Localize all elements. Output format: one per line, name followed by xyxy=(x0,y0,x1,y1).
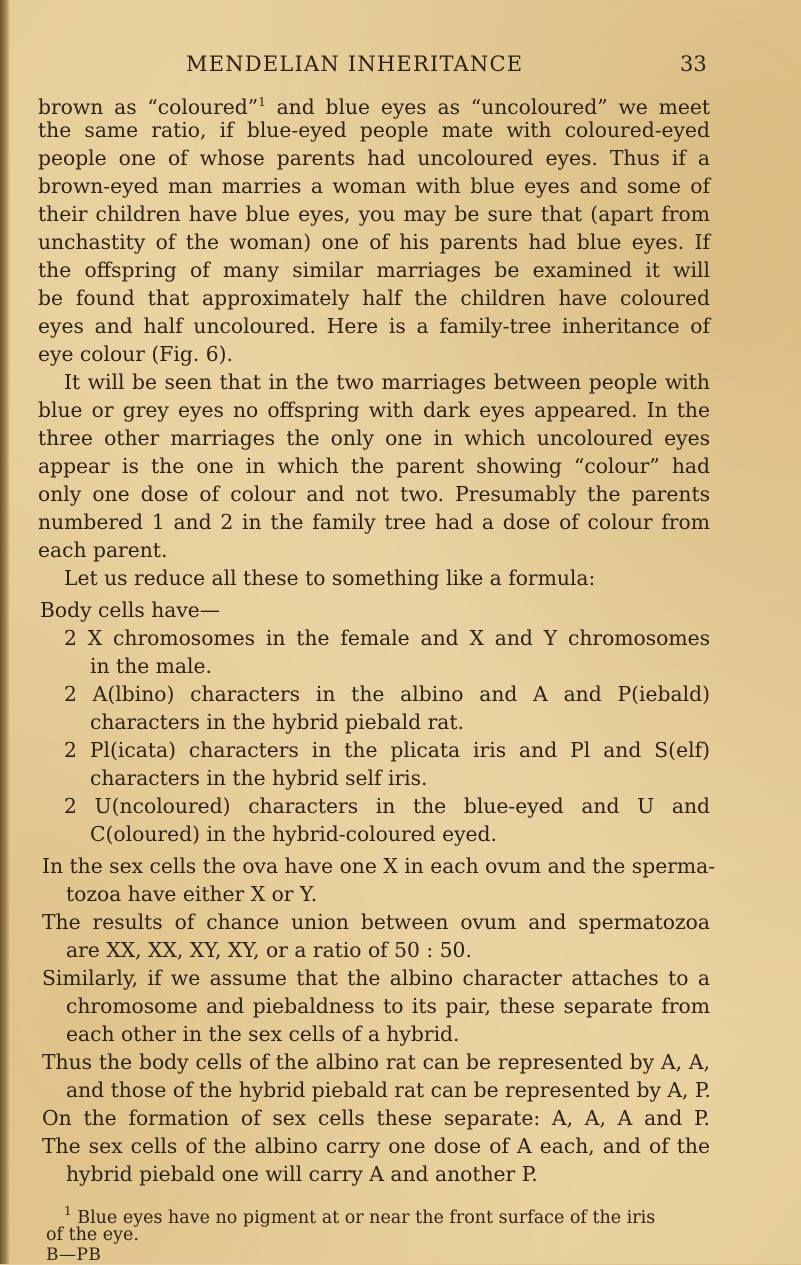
text-line: numbered 1 and 2 in the family tree had a dose of colour from xyxy=(38,510,710,534)
statement-line: On the formation of sex cells these separate: A, A, A and P. xyxy=(42,1106,710,1130)
list-item-continuation: in the male. xyxy=(90,654,212,678)
text-line: only one dose of colour and not two. Presumably the parents xyxy=(38,482,710,506)
list-item-continuation: characters in the hybrid piebald rat. xyxy=(90,710,464,734)
footnote-continuation: of the eye. xyxy=(46,1225,139,1245)
statement-line: The sex cells of the albino carry one dose of A each, and of the xyxy=(42,1134,710,1158)
footnote: $^1$ Blue eyes have no pigment at or near the front surface of the iris xyxy=(64,1204,656,1228)
footnote-marker: 1 xyxy=(64,1204,72,1218)
text-line: Let us reduce all these to something like a formula: xyxy=(64,566,596,590)
statement-continuation: each other in the sex cells of a hybrid. xyxy=(66,1022,460,1046)
footnote-ref: 1 xyxy=(258,95,266,109)
text-line: their children have blue eyes, you may be sure that (apart from xyxy=(38,202,710,226)
text-line: It will be seen that in the two marriages between people with xyxy=(64,370,710,394)
text-line: unchastity of the woman) one of his parents had blue eyes. If xyxy=(38,230,710,254)
text-line: the same ratio, if blue-eyed people mate with coloured-eyed xyxy=(38,118,710,142)
signature-mark: B—PB xyxy=(46,1245,102,1265)
list-item-continuation: C(oloured) in the hybrid-coloured eyed. xyxy=(90,822,497,846)
text-line: the offspring of many similar marriages be examined it will xyxy=(38,258,710,282)
text-line: brown as “coloured”$^1$ and blue eyes as “uncoloured” we meet xyxy=(38,95,710,119)
text-line: eyes and half uncoloured. Here is a family-tree inheritance of xyxy=(38,314,710,338)
text-line: people one of whose parents had uncoloured eyes. Thus if a xyxy=(38,146,710,170)
statement-continuation: hybrid piebald one will carry A and another P. xyxy=(66,1162,538,1186)
text-line: be found that approximately half the children have coloured xyxy=(38,286,710,310)
page-number: 33 xyxy=(680,52,707,76)
list-item: 2 Pl(icata) characters in the plicata iris and Pl and S(elf) xyxy=(64,738,710,762)
text-line: blue or grey eyes no offspring with dark eyes appeared. In the xyxy=(38,398,710,422)
text-line: eye colour (Fig. 6). xyxy=(38,342,233,366)
statement-line: In the sex cells the ova have one X in each ovum and the sperma- xyxy=(42,854,716,878)
list-item-continuation: characters in the hybrid self iris. xyxy=(90,766,428,790)
list-item: 2 U(ncoloured) characters in the blue-eyed and U and xyxy=(64,794,710,818)
statement-line: Thus the body cells of the albino rat can be represented by A, A, xyxy=(42,1050,710,1074)
text-line: brown-eyed man marries a woman with blue eyes and some of xyxy=(38,174,710,198)
statement-line: The results of chance union between ovum and spermatozoa xyxy=(42,910,710,934)
text-line: each parent. xyxy=(38,538,168,562)
text-line: appear is the one in which the parent showing “colour” had xyxy=(38,454,710,478)
statement-continuation: are XX, XX, XY, XY, or a ratio of 50 : 50. xyxy=(66,938,472,962)
statement-continuation: and those of the hybrid piebald rat can be represented by A, P. xyxy=(66,1078,711,1102)
running-head: MENDELIAN INHERITANCE xyxy=(186,52,524,76)
list-item: 2 X chromosomes in the female and X and Y chromosomes xyxy=(64,626,710,650)
statement-continuation: chromosome and piebaldness to its pair, these separate from xyxy=(66,994,710,1018)
list-heading: Body cells have— xyxy=(40,598,221,622)
statement-continuation: tozoa have either X or Y. xyxy=(66,882,318,906)
list-item: 2 A(lbino) characters in the albino and A and P(iebald) xyxy=(64,682,710,706)
text-line: three other marriages the only one in which uncoloured eyes xyxy=(38,426,710,450)
statement-line: Similarly, if we assume that the albino character attaches to a xyxy=(42,966,710,990)
